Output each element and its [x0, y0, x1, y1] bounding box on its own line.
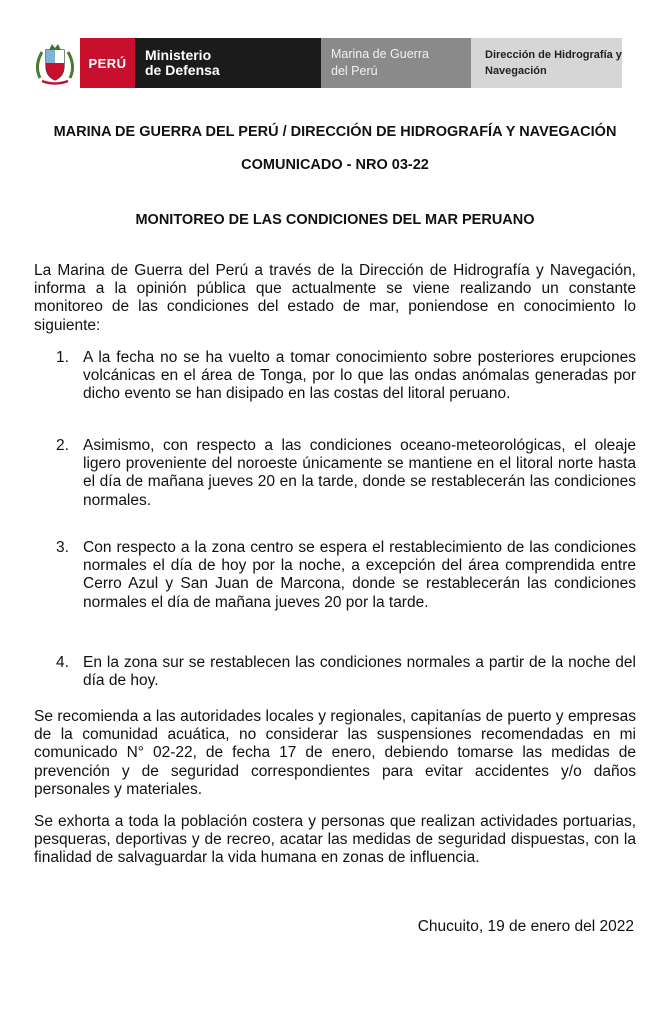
peru-label-box: [80, 38, 135, 88]
ministry-label-box: [135, 38, 321, 88]
exhortation-paragraph: Se exhorta a toda la población costera y personas que realizan actividades portuarias, pesqueras, deportivas y de recreo, acatar las medidas de seguridad dispuestas, con la finalidad de salvaguardar la vida humana en zonas de influencia.: [34, 813, 636, 867]
marina-label-line1: Marina de Guerra: [331, 47, 429, 61]
peru-label: PERÚ: [88, 55, 127, 71]
list-item-text: En la zona sur se restablecen las condiciones normales a partir de la noche del día de hoy.: [83, 654, 636, 690]
list-item-text: Asimismo, con respecto a las condiciones oceano-meteorológicas, el oleaje ligero proveniente del noroeste únicamente se mantiene en el litoral norte hasta el día de mañana jueves 20 en la tarde, donde se restablecerán las condiciones normales.: [83, 437, 636, 509]
document-subject: MONITOREO DE LAS CONDICIONES DEL MAR PERUANO: [135, 212, 535, 228]
intro-paragraph: La Marina de Guerra del Perú a través de la Dirección de Hidrografía y Navegación, informa a la opinión pública que actualmente se viene realizando un constante monitoreo de las condiciones del estado de mar, poniendose en conocimiento lo siguiente:: [34, 262, 636, 334]
list-item-text: A la fecha no se ha vuelto a tomar conocimiento sobre posteriores erupciones volcánicas en el área de Tonga, por lo que las ondas anómalas generadas por dicho evento se han disipado en las costas del litoral peruano.: [83, 349, 636, 403]
institutional-header: [30, 38, 622, 88]
list-item-1: [56, 349, 636, 404]
marina-label-line2: del Perú: [331, 64, 378, 78]
direccion-label-line2: Navegación: [485, 65, 547, 77]
list-item-3: [56, 539, 636, 612]
communique-number: COMUNICADO - NRO 03-22: [241, 157, 429, 173]
list-item-text: Con respecto a la zona centro se espera el restablecimiento de las condiciones normales el día de hoy por la noche, a excepción del área comprendida entre Cerro Azul y San Juan de Marcona, donde se restablecerán las condiciones normales el día de mañana jueves 20 por la tarde.: [83, 539, 636, 611]
direccion-label-box: [471, 38, 622, 88]
list-item-number: 3.: [56, 539, 69, 556]
recommendation-paragraph: Se recomienda a las autoridades locales y regionales, capitanías de puerto y empresas de la comunidad acuática, no considerar las suspensiones recomendadas en mi comunicado N° 02-22, de fecha 17 de enero, debiendo tomarse las medidas de prevención y de seguridad correspondientes para evitar accidentes y/o daños personales y materiales.: [34, 708, 636, 798]
marina-label-box: [321, 38, 471, 88]
place-and-date: Chucuito, 19 de enero del 2022: [417, 918, 634, 935]
document-heading: MARINA DE GUERRA DEL PERÚ / DIRECCIÓN DE HIDROGRAFÍA Y NAVEGACIÓN: [53, 124, 617, 140]
coat-of-arms-icon: [30, 38, 80, 88]
direccion-label-line1: Dirección de Hidrografía y: [485, 49, 622, 61]
list-item-number: 1.: [56, 349, 69, 366]
list-item-number: 4.: [56, 654, 69, 671]
ministry-label-line2: de Defensa: [145, 62, 220, 78]
coat-of-arms-seal: [30, 38, 80, 88]
ministry-label-line1: Ministerio: [145, 47, 212, 63]
list-item-number: 2.: [56, 437, 69, 454]
list-item-2: [56, 437, 636, 510]
list-item-4: [56, 654, 636, 690]
